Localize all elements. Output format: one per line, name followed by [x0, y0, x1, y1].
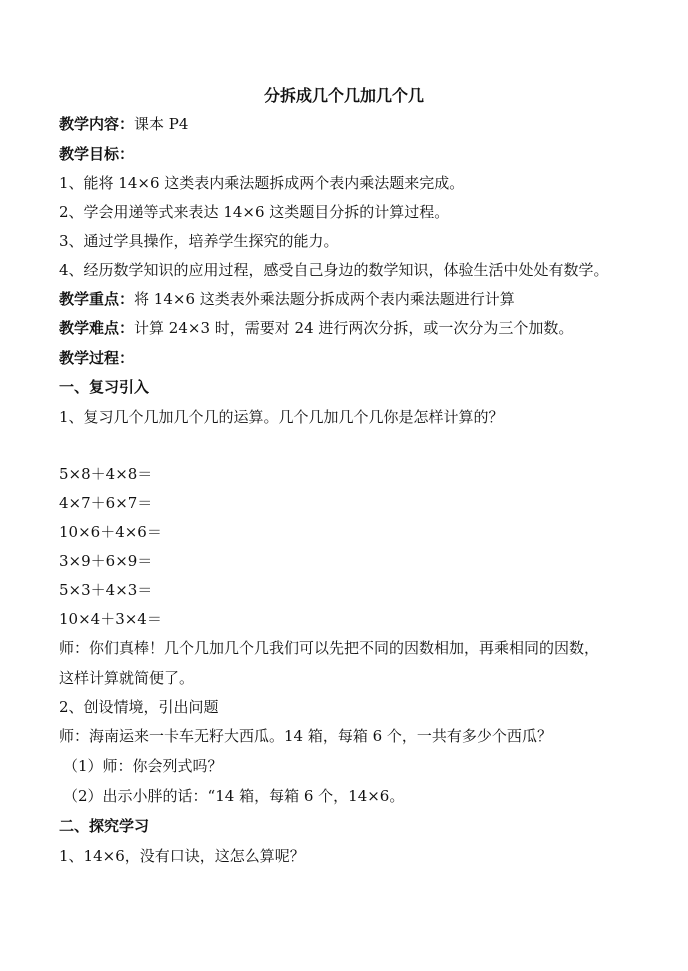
process-label: 教学过程：: [59, 349, 135, 367]
equation-5: 5×3＋4×3＝: [59, 581, 153, 599]
teacher-line-1: 师：你们真棒！几个几加几个几我们可以先把不同的因数相加，再乘相同的因数，: [59, 639, 600, 657]
difficulty-value: 计算 24×3 时，需要对 24 进行两次分拆，或一次分为三个加数。: [134, 319, 574, 337]
difficulty-line: [59, 319, 679, 337]
equation-2: 4×7＋6×7＝: [59, 494, 153, 512]
key-point-value: 将 14×6 这类表外乘法题分拆成两个表内乘法题进行计算: [134, 290, 515, 308]
content-label: 教学内容：: [59, 115, 135, 133]
document-title: 分拆成几个几加几个几: [263, 86, 424, 105]
goal-item-1: 1、能将 14×6 这类表内乘法题拆成两个表内乘法题来完成。: [59, 174, 465, 192]
goal-item-3: 3、通过学具操作，培养学生探究的能力。: [59, 232, 339, 250]
equation-1: 5×8＋4×8＝: [59, 465, 153, 483]
goal-item-4: 4、经历数学知识的应用过程，感受自己身边的数学知识，体验生活中处处有数学。: [59, 261, 609, 279]
sub-item-2: （2）出示小胖的话：“14 箱，每箱 6 个，14×6。: [63, 787, 405, 805]
key-point-label: 教学重点：: [59, 290, 135, 308]
section1-item2: 2、创设情境，引出问题: [59, 698, 219, 716]
content-line: [59, 115, 679, 133]
equation-3: 10×6＋4×6＝: [59, 523, 162, 541]
equation-4: 3×9＋6×9＝: [59, 552, 153, 570]
section2-item1: 1、14×6，没有口诀，这怎么算呢？: [59, 847, 305, 865]
section2-heading: 二、探究学习: [59, 817, 150, 835]
teacher-line-2: 这样计算就简便了。: [59, 669, 195, 687]
teacher-question: 师：海南运来一卡车无籽大西瓜。14 箱，每箱 6 个，一共有多少个西瓜？: [59, 727, 552, 745]
content-value: 课本 P4: [134, 115, 189, 133]
difficulty-label: 教学难点：: [59, 319, 135, 337]
equation-6: 10×4＋3×4＝: [59, 610, 162, 628]
key-point-line: [59, 290, 679, 308]
goals-label: 教学目标：: [59, 145, 135, 163]
section1-item1: 1、复习几个几加几个几的运算。几个几加几个几你是怎样计算的？: [59, 408, 504, 426]
sub-item-1: （1）师：你会列式吗？: [63, 757, 223, 775]
section1-heading: 一、复习引入: [59, 378, 150, 396]
goal-item-2: 2、学会用递等式来表达 14×6 这类题目分拆的计算过程。: [59, 203, 450, 221]
